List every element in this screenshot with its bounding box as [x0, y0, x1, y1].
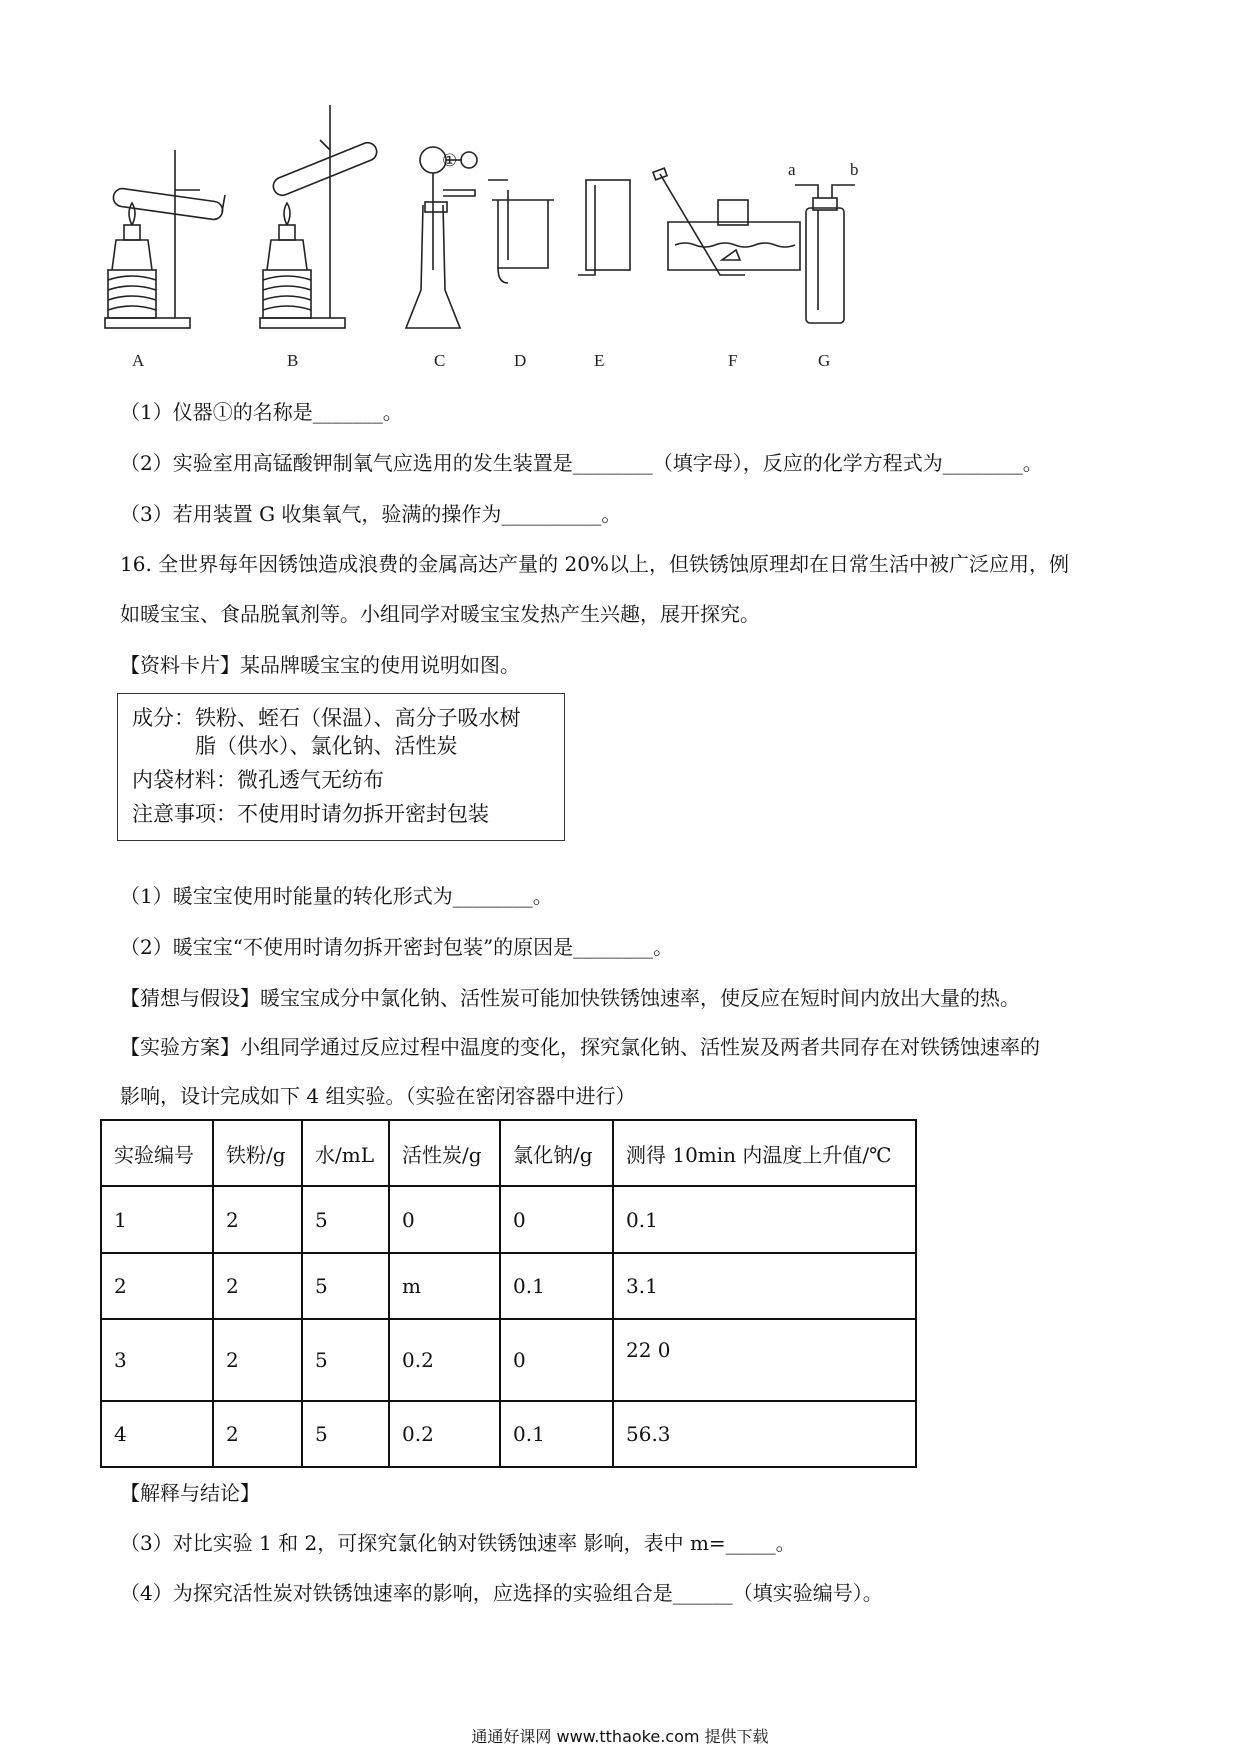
- label-g: G: [818, 351, 831, 370]
- q15-part2: （2）实验室用高锰酸钾制氧气应选用的发生装置是________（填字母），反应的化学方程式为________。: [120, 451, 1043, 475]
- q16-card-intro: 【资料卡片】某品牌暖宝宝的使用说明如图。: [120, 653, 520, 677]
- header-cell: 铁粉/g: [213, 1120, 302, 1186]
- q16-intro-line1: 16. 全世界每年因锈蚀造成浪费的金属高达产量的 20%以上，但铁锈蚀原理却在日常生活中被广泛应用，例: [120, 552, 1069, 576]
- table-header-row: [101, 1120, 916, 1186]
- footer-text: 通通好课网 www.tthaoke.com 提供下载: [471, 1727, 769, 1746]
- table-cell: 0.2: [389, 1401, 500, 1467]
- table-cell: 2: [213, 1319, 302, 1401]
- info-card: [117, 693, 565, 841]
- table-cell: 5: [302, 1319, 389, 1401]
- table-cell: m: [389, 1253, 500, 1319]
- apparatus-a: [105, 150, 225, 328]
- table-cell: 22 0: [613, 1319, 916, 1401]
- table-cell: 0: [389, 1186, 500, 1253]
- apparatus-figure: [100, 100, 980, 380]
- label-b: B: [287, 351, 299, 370]
- plan-line1: 【实验方案】小组同学通过反应过程中温度的变化，探究氯化钠、活性炭及两者共同存在对铁锈蚀速率的: [120, 1035, 1040, 1059]
- table-cell: 5: [302, 1401, 389, 1467]
- q16-part3: （3）对比实验 1 和 2，可探究氯化钠对铁锈蚀速率 影响，表中 m=_____。: [120, 1531, 796, 1555]
- marker-circle-1: ①: [442, 151, 458, 170]
- card-line-ingredients: 成分：铁粉、蛭石（保温）、高分子吸水树: [132, 706, 521, 730]
- table-row: [101, 1319, 916, 1401]
- table-row: [101, 1401, 916, 1467]
- table-cell: 1: [101, 1186, 213, 1253]
- table-row: [101, 1253, 916, 1319]
- card-line-ingredients-cont: 脂（供水）、氯化钠、活性炭: [195, 734, 458, 758]
- hypothesis: 【猜想与假设】暖宝宝成分中氯化钠、活性炭可能加快铁锈蚀速率，使反应在短时间内放出大量的热。: [120, 986, 1020, 1010]
- label-f: F: [728, 351, 738, 370]
- label-c: C: [434, 351, 446, 370]
- card-line-material: 内袋材料：微孔透气无纺布: [132, 768, 384, 792]
- apparatus-diagram: [100, 100, 980, 380]
- port-a-label: a: [788, 160, 796, 179]
- table-row: [101, 1186, 916, 1253]
- table-cell: 0.1: [500, 1401, 613, 1467]
- q16-part1: （1）暖宝宝使用时能量的转化形式为________。: [120, 884, 553, 908]
- q16-part2: （2）暖宝宝“不使用时请勿拆开密封包装”的原因是________。: [120, 935, 674, 959]
- header-cell: 实验编号: [101, 1120, 213, 1186]
- table-cell: 0: [500, 1319, 613, 1401]
- q16-part4: （4）为探究活性炭对铁锈蚀速率的影响，应选择的实验组合是______（填实验编号）。: [120, 1581, 883, 1605]
- apparatus-e: [578, 180, 630, 275]
- header-cell: 活性炭/g: [389, 1120, 500, 1186]
- table-cell: 2: [101, 1253, 213, 1319]
- table-cell: 3.1: [613, 1253, 916, 1319]
- table-cell: 5: [302, 1253, 389, 1319]
- experiment-table: [100, 1119, 917, 1468]
- apparatus-g: [795, 185, 855, 323]
- apparatus-c: [406, 147, 477, 328]
- table-cell: 5: [302, 1186, 389, 1253]
- apparatus-f: [653, 168, 800, 275]
- table-cell: 4: [101, 1401, 213, 1467]
- table-cell: 56.3: [613, 1401, 916, 1467]
- table-cell: 2: [213, 1253, 302, 1319]
- card-line-notice: 注意事项：不使用时请勿拆开密封包装: [132, 802, 489, 826]
- table-cell: 2: [213, 1186, 302, 1253]
- q15-part3: （3）若用装置 G 收集氧气，验满的操作为__________。: [120, 502, 622, 526]
- plan-line2: 影响，设计完成如下 4 组实验。（实验在密闭容器中进行）: [120, 1084, 636, 1108]
- table-cell: 3: [101, 1319, 213, 1401]
- table-cell: 0.1: [613, 1186, 916, 1253]
- conclusion-heading: 【解释与结论】: [120, 1481, 260, 1505]
- apparatus-b: [260, 105, 379, 328]
- table-cell: 0.2: [389, 1319, 500, 1401]
- table-cell: 0: [500, 1186, 613, 1253]
- table-cell: 2: [213, 1401, 302, 1467]
- table-cell: 0.1: [500, 1253, 613, 1319]
- port-b-label: b: [850, 160, 859, 179]
- header-cell: 水/mL: [302, 1120, 389, 1186]
- header-cell: 氯化钠/g: [500, 1120, 613, 1186]
- q15-part1: （1）仪器①的名称是_______。: [120, 400, 403, 424]
- label-a: A: [132, 351, 145, 370]
- label-d: D: [514, 351, 527, 370]
- label-e: E: [594, 351, 605, 370]
- q16-intro-line2: 如暖宝宝、食品脱氧剂等。小组同学对暖宝宝发热产生兴趣，展开探究。: [120, 602, 760, 626]
- header-cell: 测得 10min 内温度上升值/℃: [613, 1120, 916, 1186]
- apparatus-d: [488, 180, 554, 283]
